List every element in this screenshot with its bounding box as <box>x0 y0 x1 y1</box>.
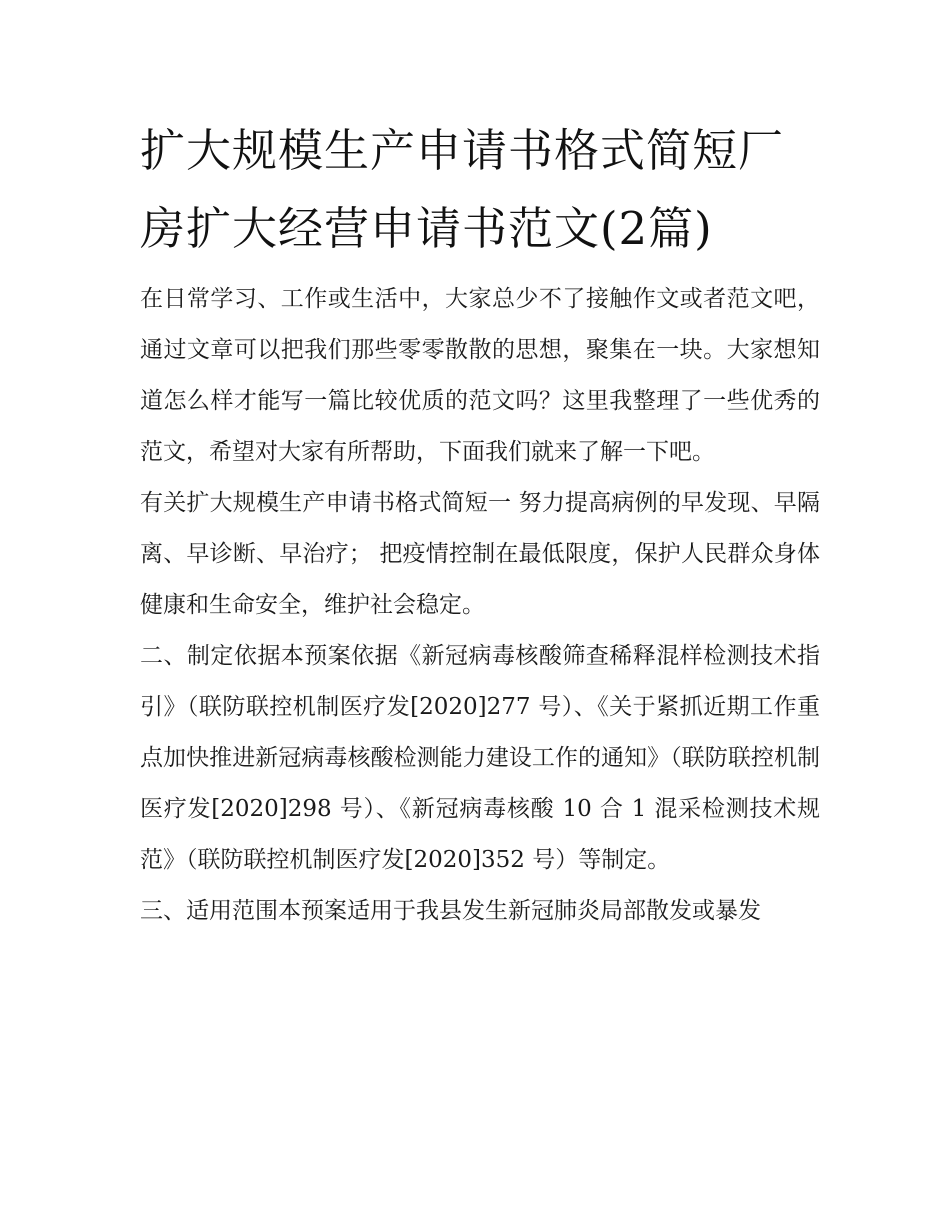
document-page <box>140 112 820 937</box>
document-title: 扩大规模生产申请书格式简短厂房扩大经营申请书范文(2篇) <box>140 124 785 255</box>
paragraph-section-one: 有关扩大规模生产申请书格式简短一 努力提高病例的早发现、早隔离、早诊断、早治疗； 把疫情控制在最低限度，保护人民群众身体健康和生命安全，维护社会稳定。 <box>140 490 820 618</box>
paragraph-section-two: 二、制定依据本预案依据《新冠病毒核酸筛查稀释混样检测技术指引》（联防联控机制医疗发[2020]277 号）、《关于紧抓近期工作重点加快推进新冠病毒核酸检测能力建设工作的通知》（联防联控机制医疗发[2020]298 号）、《新冠病毒核酸 10 合 1 混采检测技术规范》（联防联控机制医疗发[2020]352 号）等制定。 <box>140 643 820 873</box>
document-body <box>140 274 820 937</box>
paragraph-intro: 在日常学习、工作或生活中，大家总少不了接触作文或者范文吧，通过文章可以把我们那些零零散散的思想，聚集在一块。大家想知道怎么样才能写一篇比较优质的范文吗？这里我整理了一些优秀的范文，希望对大家有所帮助，下面我们就来了解一下吧。 <box>140 286 820 465</box>
paragraph-section-three: 三、适用范围本预案适用于我县发生新冠肺炎局部散发或暴发 <box>140 898 761 924</box>
